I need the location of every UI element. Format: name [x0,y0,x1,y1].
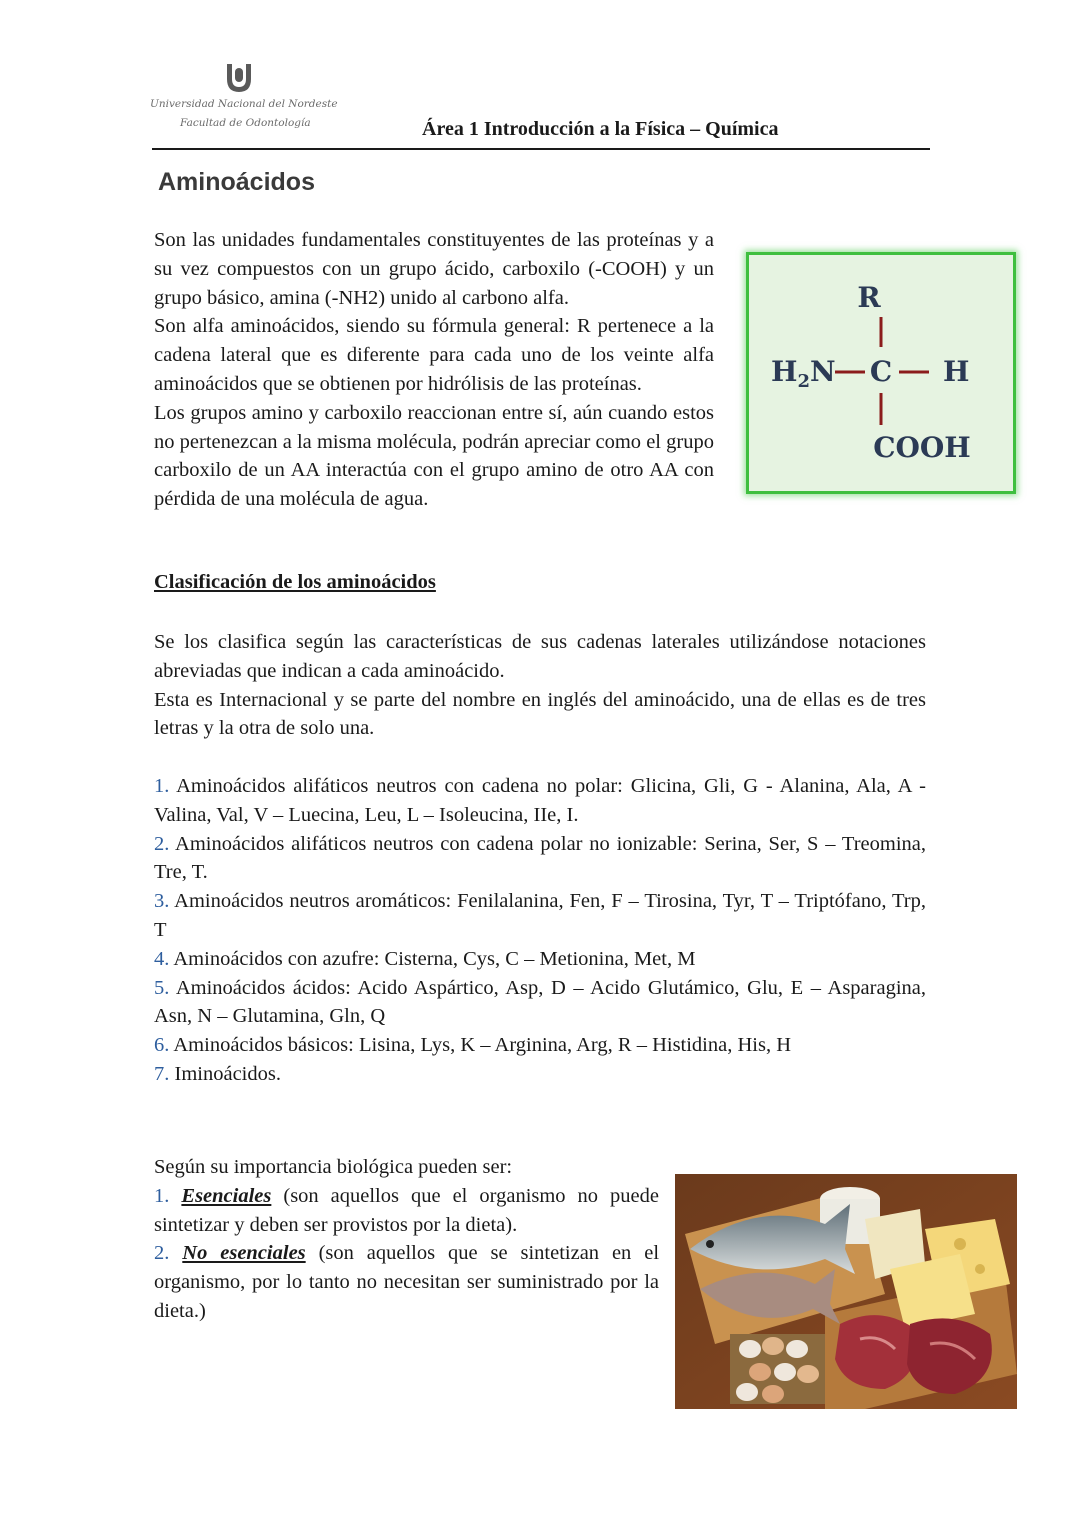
intro-paragraph-2: Son alfa aminoácidos, siendo su fórmula general: R pertenece a la cadena lateral que es diferente para cada uno de los veinte alfa aminoácidos que se obtienen por hidrólisis de las proteínas. [154,315,714,395]
formula-r-group: R [857,281,881,314]
formula-amine-h: H [771,355,798,388]
formula-carboxyl-group: COOH [873,431,971,464]
list-item-number: 7. [154,1062,170,1085]
list-item-text: Aminoácidos alifáticos neutros con cadena no polar: Glicina, Gli, G - Alanina, Ala, A - Valina, Val, V – Luecina, Leu, L – Isoleucina, IIe, I. [154,775,926,826]
amino-acid-formula [746,252,1016,494]
importance-intro: Según su importancia biológica pueden ser: [154,1156,513,1178]
list-item-text: Aminoácidos ácidos: Acido Aspártico, Asp, D – Acido Glutámico, Glu, E – Asparagina, Asn, N – Glutamina, Gln, Q [154,976,926,1028]
importance-item-non-essential [154,1239,659,1325]
intro-text [154,226,714,514]
protein-foods-photo [675,1174,1017,1409]
classification-list [154,772,926,1089]
intro-paragraph-3: Los grupos amino y carboxilo reaccionan entre sí, aún cuando estos no pertenezcan a la misma molécula, podrán apreciar como el grupo carboxilo de un AA interactúa con el grupo amino de otro AA con pérdida de una molécula de agua. [154,401,714,511]
classification-text [154,628,926,743]
importance-item-number: 1. [154,1184,170,1207]
logo-faculty-name: Facultad de Odontología [180,117,311,129]
list-item [154,1060,926,1089]
list-item [154,945,926,974]
importance-item-text: (son aquellos que se sintetizan en el organismo, por lo tanto no necesitan ser suministrado por la dieta.) [154,1242,660,1322]
protein-foods-illustration [675,1174,1017,1409]
university-emblem-icon [224,62,254,94]
list-item-number: 6. [154,1034,170,1057]
list-item-number: 2. [154,832,170,855]
formula-diagram [749,255,1013,491]
list-item-text: Aminoácidos alifáticos neutros con cadena polar no ionizable: Serina, Ser, S – Treomina, Tre, T. [154,832,926,884]
list-item [154,772,926,830]
list-item-text: Aminoácidos neutros aromáticos: Fenilalanina, Fen, F – Tirosina, Tyr, T – Triptófano, Trp, T [154,890,926,941]
non-essential-term: No esenciales [182,1242,306,1265]
page-title: Aminoácidos [158,168,315,196]
formula-alpha-carbon: C [869,355,893,388]
formula-amine-group [771,355,836,392]
list-item-text: Iminoácidos. [169,1062,281,1085]
list-item [154,1031,926,1060]
list-item-number: 4. [154,947,170,970]
classification-paragraph-1: Se los clasifica según las características de sus cadenas laterales utilizándose notaciones abreviadas que indican a cada aminoácido. [154,631,926,682]
formula-hydrogen: H [943,355,970,388]
list-item [154,887,926,945]
header-title: Área 1 Introducción a la Física – Química [422,118,779,140]
list-item-text: Aminoácidos básicos: Lisina, Lys, K – Arginina, Arg, R – Histidina, His, H [169,1034,792,1057]
university-logo [150,62,338,137]
importance-text [154,1153,659,1326]
importance-item-number: 2. [154,1242,170,1265]
classification-heading: Clasificación de los aminoácidos [154,571,436,593]
list-item-number: 3. [154,890,170,913]
intro-paragraph-1: Son las unidades fundamentales constituyentes de las proteínas y a su vez compuestos con un grupo ácido, carboxilo (-COOH) y un grupo básico, amina (-NH2) unido al carbono alfa. [154,229,714,309]
list-item [154,830,926,888]
formula-amine-n: N [810,355,836,388]
classification-paragraph-2: Esta es Internacional y se parte del nombre en inglés del aminoácido, una de ellas es de tres letras y la otra de solo una. [154,688,926,740]
logo-university-name: Universidad Nacional del Nordeste [150,98,338,110]
importance-item-text: (son aquellos que el organismo no puede sintetizar y deben ser provistos por la dieta). [154,1184,660,1236]
list-item-number: 1. [154,775,170,797]
list-item-text: Aminoácidos con azufre: Cisterna, Cys, C – Metionina, Met, M [169,947,696,970]
importance-item-essential [154,1182,659,1240]
essential-term: Esenciales [181,1184,272,1207]
header-divider [152,148,930,150]
list-item-number: 5. [154,976,170,999]
list-item [154,974,926,1032]
formula-amine-subscript: 2 [797,371,810,392]
